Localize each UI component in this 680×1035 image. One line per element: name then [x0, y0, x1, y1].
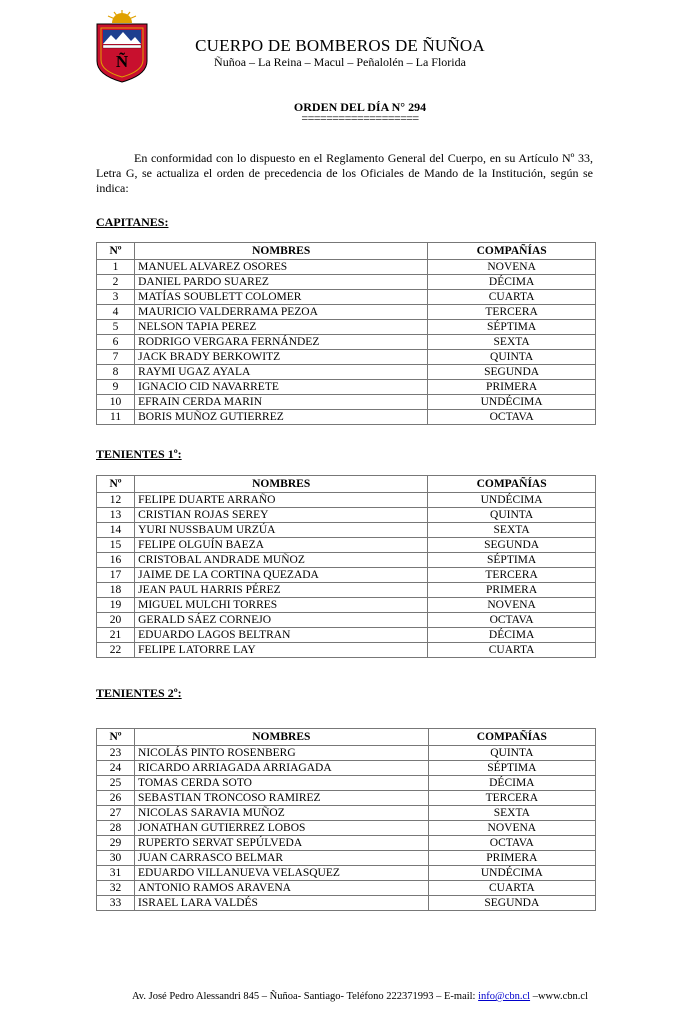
- officer-number: 16: [97, 553, 135, 568]
- table-row: [97, 290, 596, 305]
- table-row: [97, 335, 596, 350]
- officer-number: 15: [97, 538, 135, 553]
- order-title: ORDEN DEL DÍA N° 294: [293, 100, 427, 114]
- officer-name: JUAN CARRASCO BELMAR: [135, 851, 429, 866]
- officer-number: 3: [97, 290, 135, 305]
- officer-number: 13: [97, 508, 135, 523]
- officer-company: PRIMERA: [428, 583, 596, 598]
- officer-name: JAIME DE LA CORTINA QUEZADA: [135, 568, 428, 583]
- table-row: [97, 568, 596, 583]
- table-header-row: [97, 476, 596, 493]
- table-row: [97, 851, 596, 866]
- table-row: [97, 275, 596, 290]
- officer-number: 31: [97, 866, 135, 881]
- footer-email-link[interactable]: info@cbn.cl: [478, 991, 531, 1002]
- officer-number: 8: [97, 365, 135, 380]
- officer-company: QUINTA: [428, 746, 595, 761]
- officer-number: 26: [97, 791, 135, 806]
- section-label-tenientes-1: TENIENTES 1º:: [96, 447, 182, 461]
- officer-company: OCTAVA: [428, 836, 595, 851]
- officer-number: 4: [97, 305, 135, 320]
- table-row: [97, 395, 596, 410]
- column-header-company: COMPAÑÍAS: [428, 243, 596, 260]
- table-row: [97, 791, 596, 806]
- table-tenientes-1: [96, 475, 596, 658]
- officer-name: NICOLAS SARAVIA MUÑOZ: [135, 806, 429, 821]
- officer-company: CUARTA: [428, 643, 596, 658]
- officer-company: NOVENA: [428, 598, 596, 613]
- officer-company: SEXTA: [428, 806, 595, 821]
- officer-name: SEBASTIAN TRONCOSO RAMIREZ: [135, 791, 429, 806]
- officer-number: 32: [97, 881, 135, 896]
- officer-name: CRISTIAN ROJAS SEREY: [135, 508, 428, 523]
- officer-name: TOMAS CERDA SOTO: [135, 776, 429, 791]
- table-row: [97, 538, 596, 553]
- officer-company: TERCERA: [428, 791, 595, 806]
- officer-number: 30: [97, 851, 135, 866]
- officer-company: DÉCIMA: [428, 275, 596, 290]
- table-row: [97, 553, 596, 568]
- footer-address: Av. José Pedro Alessandri 845 – Ñuñoa- Santiago- Teléfono 222371993 – E-mail:: [132, 991, 479, 1002]
- officer-number: 23: [97, 746, 135, 761]
- table-row: [97, 598, 596, 613]
- officer-name: EFRAIN CERDA MARIN: [135, 395, 428, 410]
- officer-company: QUINTA: [428, 508, 596, 523]
- officer-number: 9: [97, 380, 135, 395]
- table-row: [97, 776, 596, 791]
- officer-number: 27: [97, 806, 135, 821]
- table-row: [97, 320, 596, 335]
- officer-company: SEGUNDA: [428, 365, 596, 380]
- column-header-company: COMPAÑÍAS: [428, 729, 595, 746]
- table-row: [97, 523, 596, 538]
- org-name: CUERPO DE BOMBEROS DE ÑUÑOA: [195, 36, 485, 55]
- officer-company: QUINTA: [428, 350, 596, 365]
- table-row: [97, 761, 596, 776]
- officer-number: 25: [97, 776, 135, 791]
- officer-company: SÉPTIMA: [428, 553, 596, 568]
- table-row: [97, 836, 596, 851]
- table-row: [97, 350, 596, 365]
- officer-company: TERCERA: [428, 305, 596, 320]
- officer-number: 17: [97, 568, 135, 583]
- order-title-rule: ===================: [301, 111, 419, 125]
- column-header-num: Nº: [97, 476, 135, 493]
- officer-number: 2: [97, 275, 135, 290]
- table-header-row: [97, 243, 596, 260]
- org-header: [160, 36, 520, 69]
- officer-name: FELIPE OLGUÍN BAEZA: [135, 538, 428, 553]
- column-header-names: NOMBRES: [135, 729, 429, 746]
- table-row: [97, 380, 596, 395]
- officer-name: RUPERTO SERVAT SEPÚLVEDA: [135, 836, 429, 851]
- crest-letter: Ñ: [115, 52, 129, 71]
- column-header-num: Nº: [97, 243, 135, 260]
- table-row: [97, 866, 596, 881]
- officer-company: UNDÉCIMA: [428, 866, 595, 881]
- officer-company: SEXTA: [428, 335, 596, 350]
- officer-number: 29: [97, 836, 135, 851]
- officer-number: 6: [97, 335, 135, 350]
- officer-number: 19: [97, 598, 135, 613]
- officer-name: IGNACIO CID NAVARRETE: [135, 380, 428, 395]
- crest-logo: [94, 9, 150, 83]
- officer-number: 18: [97, 583, 135, 598]
- officer-name: MIGUEL MULCHI TORRES: [135, 598, 428, 613]
- officer-company: CUARTA: [428, 881, 595, 896]
- section-label-capitanes: CAPITANES:: [96, 215, 169, 229]
- officer-company: SÉPTIMA: [428, 320, 596, 335]
- officer-name: MANUEL ALVAREZ OSORES: [135, 260, 428, 275]
- officer-company: UNDÉCIMA: [428, 493, 596, 508]
- officer-number: 24: [97, 761, 135, 776]
- officer-company: DÉCIMA: [428, 776, 595, 791]
- table-row: [97, 305, 596, 320]
- column-header-names: NOMBRES: [135, 243, 428, 260]
- officer-name: JACK BRADY BERKOWITZ: [135, 350, 428, 365]
- officer-number: 20: [97, 613, 135, 628]
- officer-company: UNDÉCIMA: [428, 395, 596, 410]
- column-header-company: COMPAÑÍAS: [428, 476, 596, 493]
- officer-number: 7: [97, 350, 135, 365]
- officer-name: EDUARDO VILLANUEVA VELASQUEZ: [135, 866, 429, 881]
- officer-number: 1: [97, 260, 135, 275]
- table-row: [97, 806, 596, 821]
- officer-name: MATÍAS SOUBLETT COLOMER: [135, 290, 428, 305]
- table-row: [97, 613, 596, 628]
- officer-name: JONATHAN GUTIERREZ LOBOS: [135, 821, 429, 836]
- table-capitanes: [96, 242, 596, 425]
- officer-name: RICARDO ARRIAGADA ARRIAGADA: [135, 761, 429, 776]
- officer-name: FELIPE DUARTE ARRAÑO: [135, 493, 428, 508]
- officer-name: DANIEL PARDO SUAREZ: [135, 275, 428, 290]
- footer: [60, 991, 660, 1003]
- table-row: [97, 821, 596, 836]
- table-row: [97, 881, 596, 896]
- officer-name: ISRAEL LARA VALDÉS: [135, 896, 429, 911]
- column-header-names: NOMBRES: [135, 476, 428, 493]
- officer-number: 33: [97, 896, 135, 911]
- officer-name: NELSON TAPIA PEREZ: [135, 320, 428, 335]
- officer-name: RAYMI UGAZ AYALA: [135, 365, 428, 380]
- officer-company: TERCERA: [428, 568, 596, 583]
- section-label-tenientes-2: TENIENTES 2º:: [96, 686, 182, 700]
- officer-name: JEAN PAUL HARRIS PÉREZ: [135, 583, 428, 598]
- officer-name: EDUARDO LAGOS BELTRAN: [135, 628, 428, 643]
- footer-web: –www.cbn.cl: [530, 991, 588, 1002]
- officer-company: SEGUNDA: [428, 538, 596, 553]
- officer-name: CRISTOBAL ANDRADE MUÑOZ: [135, 553, 428, 568]
- table-row: [97, 896, 596, 911]
- table-row: [97, 746, 596, 761]
- officer-company: DÉCIMA: [428, 628, 596, 643]
- table-header-row: [97, 729, 596, 746]
- officer-number: 12: [97, 493, 135, 508]
- officer-company: NOVENA: [428, 821, 595, 836]
- officer-name: ANTONIO RAMOS ARAVENA: [135, 881, 429, 896]
- officer-name: GERALD SÁEZ CORNEJO: [135, 613, 428, 628]
- officer-company: SEGUNDA: [428, 896, 595, 911]
- officer-company: OCTAVA: [428, 410, 596, 425]
- officer-number: 5: [97, 320, 135, 335]
- table-row: [97, 260, 596, 275]
- officer-company: CUARTA: [428, 290, 596, 305]
- officer-number: 21: [97, 628, 135, 643]
- officer-number: 10: [97, 395, 135, 410]
- officer-number: 22: [97, 643, 135, 658]
- officer-name: NICOLÁS PINTO ROSENBERG: [135, 746, 429, 761]
- table-row: [97, 643, 596, 658]
- officer-name: YURI NUSSBAUM URZÚA: [135, 523, 428, 538]
- officer-number: 28: [97, 821, 135, 836]
- officer-name: BORIS MUÑOZ GUTIERREZ: [135, 410, 428, 425]
- officer-name: MAURICIO VALDERRAMA PEZOA: [135, 305, 428, 320]
- column-header-num: Nº: [97, 729, 135, 746]
- officer-name: FELIPE LATORRE LAY: [135, 643, 428, 658]
- officer-company: PRIMERA: [428, 380, 596, 395]
- officer-number: 11: [97, 410, 135, 425]
- table-row: [97, 365, 596, 380]
- table-tenientes-2: [96, 728, 596, 911]
- org-subtitle: Ñuñoa – La Reina – Macul – Peñalolén – La Florida: [214, 55, 466, 69]
- table-row: [97, 493, 596, 508]
- officer-company: NOVENA: [428, 260, 596, 275]
- table-row: [97, 583, 596, 598]
- table-row: [97, 628, 596, 643]
- officer-company: SÉPTIMA: [428, 761, 595, 776]
- table-row: [97, 410, 596, 425]
- officer-company: OCTAVA: [428, 613, 596, 628]
- intro-paragraph: En conformidad con lo dispuesto en el Reglamento General del Cuerpo, en su Artículo Nº 33, Letra G, se actualiza el orden de precedencia de los Oficiales de Mando de la Institución, según se indica:: [96, 151, 593, 195]
- table-row: [97, 508, 596, 523]
- officer-name: RODRIGO VERGARA FERNÁNDEZ: [135, 335, 428, 350]
- officer-number: 14: [97, 523, 135, 538]
- officer-company: PRIMERA: [428, 851, 595, 866]
- officer-company: SEXTA: [428, 523, 596, 538]
